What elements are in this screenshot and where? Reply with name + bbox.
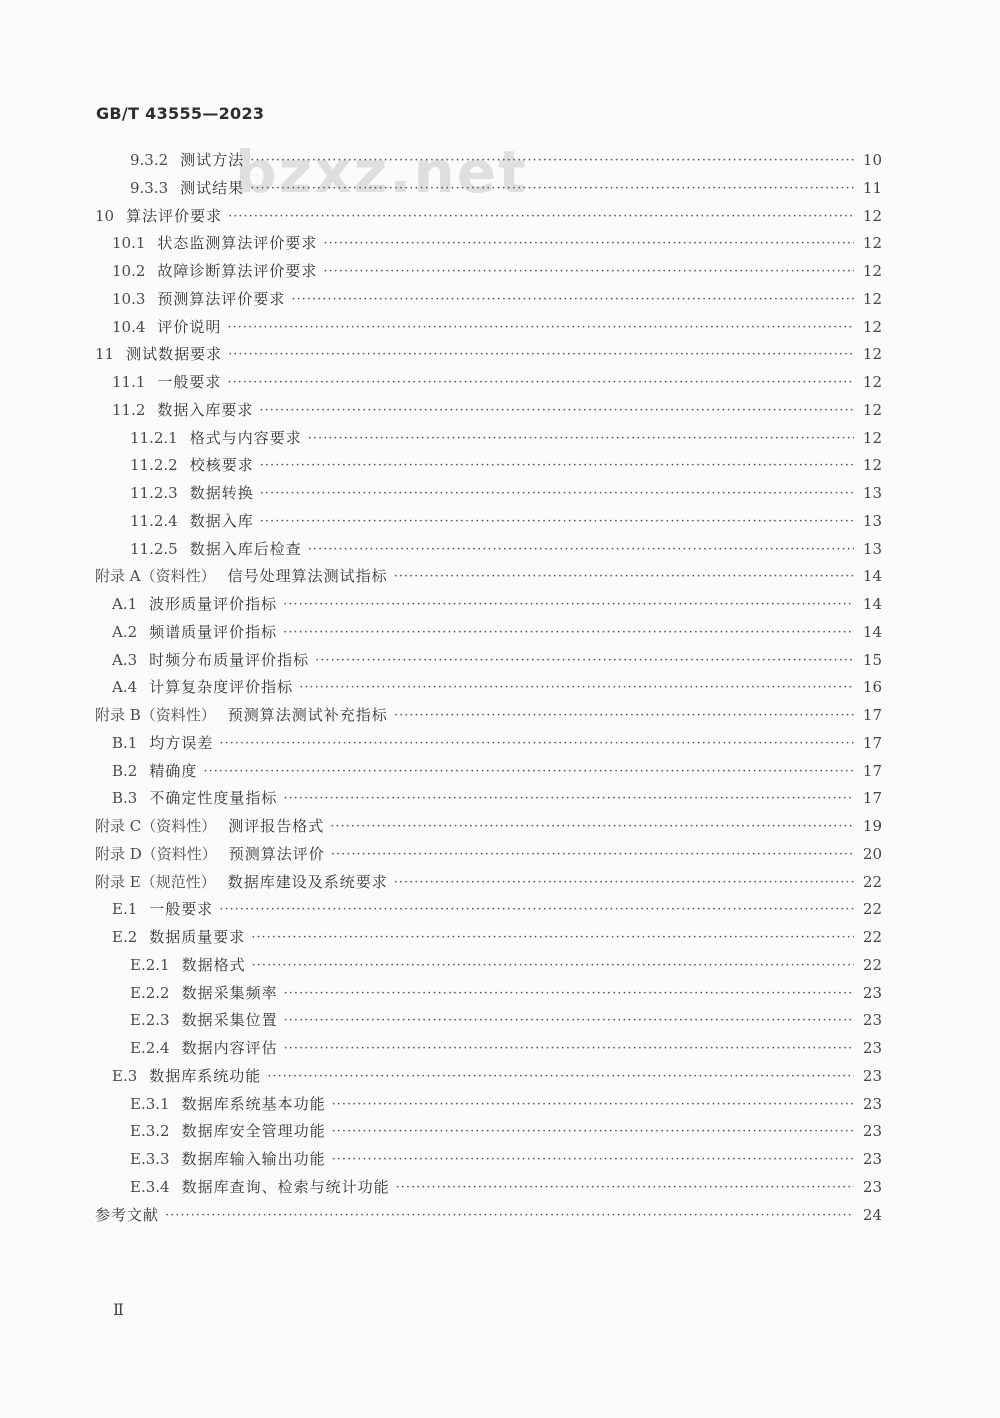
toc-entry-title: 均方误差	[149, 733, 214, 752]
toc-entry-number: A.2	[112, 622, 138, 641]
toc-entry-page: 12	[862, 456, 882, 475]
toc-entry-number: E.2	[112, 928, 138, 946]
toc-leader-dots	[228, 341, 854, 369]
toc-entry-page: 12	[862, 317, 882, 336]
toc-leader-dots	[251, 924, 854, 952]
toc-leader-dots	[308, 425, 854, 453]
toc-entry[interactable]	[0, 230, 1000, 258]
toc-entry-page: 23	[862, 1011, 882, 1030]
toc-entry[interactable]	[0, 203, 1000, 231]
toc-leader-dots	[228, 203, 854, 231]
toc-leader-dots	[250, 175, 854, 203]
toc-entry-title: 数据采集频率	[181, 983, 278, 1002]
toc-entry[interactable]	[0, 591, 1000, 619]
toc-entry-title: 数据入库	[189, 511, 254, 530]
toc-entry-page: 15	[862, 650, 882, 669]
toc-entry[interactable]	[0, 147, 1000, 175]
toc-leader-dots	[396, 1174, 854, 1202]
toc-entry-number: A.1	[112, 595, 138, 613]
toc-entry[interactable]	[0, 314, 1000, 342]
toc-entry-page: 13	[862, 539, 882, 558]
toc-entry-page: 23	[862, 1066, 882, 1085]
toc-entry[interactable]	[0, 1174, 1000, 1202]
toc-entry-page: 22	[862, 928, 882, 946]
toc-entry-title: 预测算法评价要求	[157, 289, 286, 308]
toc-entry[interactable]	[0, 1063, 1000, 1091]
toc-entry-title: 测评报告格式	[228, 817, 325, 835]
toc-entry[interactable]	[0, 452, 1000, 480]
toc-entry-title: 预测算法测试补充指标	[227, 706, 388, 724]
toc-entry-page: 22	[862, 900, 882, 919]
toc-entry-page: 13	[862, 484, 882, 502]
toc-leader-dots	[331, 841, 854, 869]
toc-entry-title: 格式与内容要求	[189, 428, 302, 447]
toc-entry-page: 24	[862, 1205, 882, 1224]
toc-entry-title: 信号处理算法测试指标	[227, 567, 388, 586]
toc-entry-page: 22	[862, 872, 882, 891]
toc-entry[interactable]	[0, 758, 1000, 786]
toc-entry[interactable]	[0, 397, 1000, 425]
toc-entry-page: 11	[862, 178, 882, 197]
toc-leader-dots	[259, 397, 854, 425]
toc-entry-title: 数据库系统基本功能	[181, 1094, 326, 1113]
toc-entry-page: 14	[862, 595, 882, 613]
toc-leader-dots	[283, 591, 854, 619]
page-folio: Ⅱ	[113, 1300, 124, 1319]
toc-leader-dots	[219, 730, 854, 758]
toc-entry[interactable]	[0, 785, 1000, 813]
toc-entry[interactable]	[0, 508, 1000, 536]
toc-entry-title: 测试方法	[180, 151, 245, 169]
watermark-text: bzxz.net	[235, 138, 528, 206]
toc-entry-number: B.2	[112, 761, 138, 780]
toc-leader-dots	[332, 1118, 854, 1146]
toc-entry-page: 12	[862, 428, 882, 447]
toc-entry-title: 一般要求	[157, 373, 222, 391]
toc-entry[interactable]	[0, 1007, 1000, 1035]
toc-entry-title: 测试数据要求	[126, 345, 223, 364]
toc-entry[interactable]	[0, 924, 1000, 952]
toc-entry-number: 10	[95, 206, 115, 225]
toc-entry-number: 9.3.2	[130, 151, 169, 169]
toc-entry-page: 23	[862, 1039, 882, 1057]
toc-entry-number: 11	[95, 345, 115, 364]
toc-entry-number: 11.2.1	[130, 428, 178, 447]
toc-entry-title: 波形质量评价指标	[149, 595, 278, 613]
toc-entry-number: E.2.3	[130, 1011, 170, 1030]
toc-entry-number: 11.2	[112, 400, 146, 419]
toc-leader-dots	[227, 314, 854, 342]
toc-entry-title: 评价说明	[157, 317, 222, 336]
toc-entry-number: E.3	[112, 1066, 138, 1085]
toc-entry-number: A.3	[112, 650, 138, 669]
toc-entry-title: 精确度	[149, 761, 198, 780]
toc-entry-title: 校核要求	[189, 456, 254, 475]
toc-leader-dots	[219, 896, 854, 924]
toc-entry-number: A.4	[112, 678, 138, 697]
toc-entry[interactable]	[0, 480, 1000, 508]
toc-entry[interactable]	[0, 1035, 1000, 1063]
toc-entry-page: 12	[862, 345, 882, 364]
toc-entry-title: 测试结果	[180, 178, 245, 197]
toc-entry[interactable]	[0, 563, 1000, 591]
toc-entry-number: E.2.2	[130, 983, 170, 1002]
toc-leader-dots	[323, 230, 854, 258]
toc-entry-number: 9.3.3	[130, 178, 169, 197]
toc-leader-dots	[260, 480, 854, 508]
toc-entry-page: 23	[862, 1177, 882, 1196]
toc-entry-page: 12	[862, 206, 882, 225]
toc-entry-number: 10.2	[112, 262, 146, 280]
toc-entry-page: 12	[862, 262, 882, 280]
toc-entry-number: 附录 E（规范性）	[95, 872, 216, 891]
toc-entry-number: 10.3	[112, 289, 146, 308]
toc-entry-page: 13	[862, 511, 882, 530]
toc-entry-title: 一般要求	[149, 900, 214, 919]
toc-entry-page: 23	[862, 1150, 882, 1168]
toc-entry-title: 故障诊断算法评价要求	[157, 262, 318, 280]
toc-entry-title: 计算复杂度评价指标	[149, 678, 294, 697]
toc-leader-dots	[394, 702, 854, 730]
toc-leader-dots	[250, 147, 854, 175]
toc-leader-dots	[260, 452, 854, 480]
toc-entry-title: 频谱质量评价指标	[149, 622, 278, 641]
toc-entry-number: 11.1	[112, 373, 146, 391]
toc-entry[interactable]	[0, 1146, 1000, 1174]
toc-entry-page: 10	[862, 151, 882, 169]
toc-entry-title: 预测算法评价	[228, 844, 325, 863]
toc-leader-dots	[252, 952, 854, 980]
toc-entry-number: E.3.2	[130, 1122, 170, 1141]
toc-entry-title: 时频分布质量评价指标	[149, 650, 310, 669]
toc-entry-title: 数据库系统功能	[149, 1066, 262, 1085]
toc-leader-dots	[227, 369, 854, 397]
toc-entry[interactable]	[0, 702, 1000, 730]
toc-entry-number: E.3.1	[130, 1094, 170, 1113]
toc-entry[interactable]	[0, 425, 1000, 453]
toc-entry[interactable]	[0, 1091, 1000, 1119]
toc-leader-dots	[284, 1035, 854, 1063]
toc-entry-title: 数据转换	[189, 484, 254, 502]
toc-entry-number: B.3	[112, 789, 138, 808]
toc-entry-number: E.1	[112, 900, 138, 919]
toc-leader-dots	[260, 508, 854, 536]
toc-entry-title: 数据质量要求	[149, 928, 246, 946]
toc-entry-number: 11.2.4	[130, 511, 178, 530]
toc-leader-dots	[323, 258, 854, 286]
toc-leader-dots	[284, 1007, 854, 1035]
toc-entry-number: E.2.4	[130, 1039, 170, 1057]
toc-entry[interactable]	[0, 869, 1000, 897]
toc-entry-number: 11.2.2	[130, 456, 178, 475]
toc-leader-dots	[284, 980, 854, 1008]
toc-entry-title: 数据采集位置	[181, 1011, 278, 1030]
toc-entry-page: 14	[862, 567, 882, 586]
toc-entry-number: 10.4	[112, 317, 146, 336]
toc-entry-title: 参考文献	[95, 1205, 160, 1224]
toc-entry-page: 17	[862, 706, 882, 724]
toc-entry-page: 19	[862, 817, 882, 835]
toc-entry-title: 数据库安全管理功能	[181, 1122, 326, 1141]
toc-entry-number: 附录 C（资料性）	[95, 817, 217, 835]
toc-entry[interactable]	[0, 647, 1000, 675]
toc-entry-page: 20	[862, 844, 882, 863]
table-of-contents	[0, 147, 1000, 1229]
toc-entry-page: 17	[862, 761, 882, 780]
toc-leader-dots	[330, 813, 854, 841]
toc-entry-number: E.2.1	[130, 955, 170, 974]
toc-entry-title: 数据入库后检查	[189, 539, 302, 558]
toc-entry[interactable]	[0, 896, 1000, 924]
toc-leader-dots	[394, 563, 854, 591]
toc-entry-page: 23	[862, 1122, 882, 1141]
toc-leader-dots	[299, 674, 854, 702]
toc-entry[interactable]	[0, 341, 1000, 369]
toc-entry[interactable]	[0, 1202, 1000, 1230]
toc-entry[interactable]	[0, 1118, 1000, 1146]
toc-entry-title: 数据库建设及系统要求	[227, 872, 388, 891]
toc-leader-dots	[332, 1091, 854, 1119]
toc-entry-title: 状态监测算法评价要求	[157, 234, 318, 253]
toc-entry[interactable]	[0, 674, 1000, 702]
toc-entry[interactable]	[0, 536, 1000, 564]
toc-entry[interactable]	[0, 619, 1000, 647]
toc-entry-number: 10.1	[112, 234, 146, 253]
toc-leader-dots	[291, 286, 854, 314]
toc-leader-dots	[203, 758, 854, 786]
toc-entry-page: 22	[862, 955, 882, 974]
toc-entry-page: 17	[862, 733, 882, 752]
toc-entry-title: 数据库查询、检索与统计功能	[181, 1177, 390, 1196]
toc-entry-number: E.3.4	[130, 1177, 170, 1196]
toc-leader-dots	[283, 619, 854, 647]
toc-entry-number: 11.2.5	[130, 539, 178, 558]
toc-leader-dots	[394, 869, 854, 897]
toc-entry-page: 12	[862, 400, 882, 419]
toc-entry-number: 11.2.3	[130, 484, 178, 502]
toc-leader-dots	[308, 536, 854, 564]
toc-leader-dots	[315, 647, 854, 675]
toc-entry-title: 不确定性度量指标	[149, 789, 278, 808]
toc-entry-title: 算法评价要求	[126, 206, 223, 225]
toc-entry[interactable]	[0, 730, 1000, 758]
toc-entry[interactable]	[0, 841, 1000, 869]
toc-entry-title: 数据库输入输出功能	[181, 1150, 326, 1168]
toc-leader-dots	[165, 1202, 854, 1230]
toc-entry[interactable]	[0, 952, 1000, 980]
toc-entry-page: 23	[862, 1094, 882, 1113]
toc-entry-number: 附录 B（资料性）	[95, 706, 216, 724]
toc-entry-page: 12	[862, 289, 882, 308]
toc-leader-dots	[283, 785, 854, 813]
toc-entry[interactable]	[0, 175, 1000, 203]
toc-entry-page: 12	[862, 234, 882, 253]
toc-entry-page: 23	[862, 983, 882, 1002]
toc-entry-title: 数据入库要求	[157, 400, 254, 419]
toc-entry[interactable]	[0, 813, 1000, 841]
toc-entry-title: 数据内容评估	[181, 1039, 278, 1057]
toc-entry-number: 附录 A（资料性）	[95, 567, 216, 586]
standard-code-header: GB/T 43555—2023	[96, 104, 265, 123]
toc-entry[interactable]	[0, 286, 1000, 314]
toc-entry-number: B.1	[112, 733, 138, 752]
toc-entry-page: 12	[862, 373, 882, 391]
toc-entry[interactable]	[0, 258, 1000, 286]
toc-entry-number: E.3.3	[130, 1150, 170, 1168]
toc-entry-page: 14	[862, 622, 882, 641]
toc-leader-dots	[267, 1063, 854, 1091]
toc-entry-page: 16	[862, 678, 882, 697]
toc-entry-title: 数据格式	[181, 955, 246, 974]
toc-leader-dots	[332, 1146, 854, 1174]
toc-entry-page: 17	[862, 789, 882, 808]
toc-entry[interactable]	[0, 369, 1000, 397]
toc-entry[interactable]	[0, 980, 1000, 1008]
toc-entry-number: 附录 D（资料性）	[95, 844, 217, 863]
